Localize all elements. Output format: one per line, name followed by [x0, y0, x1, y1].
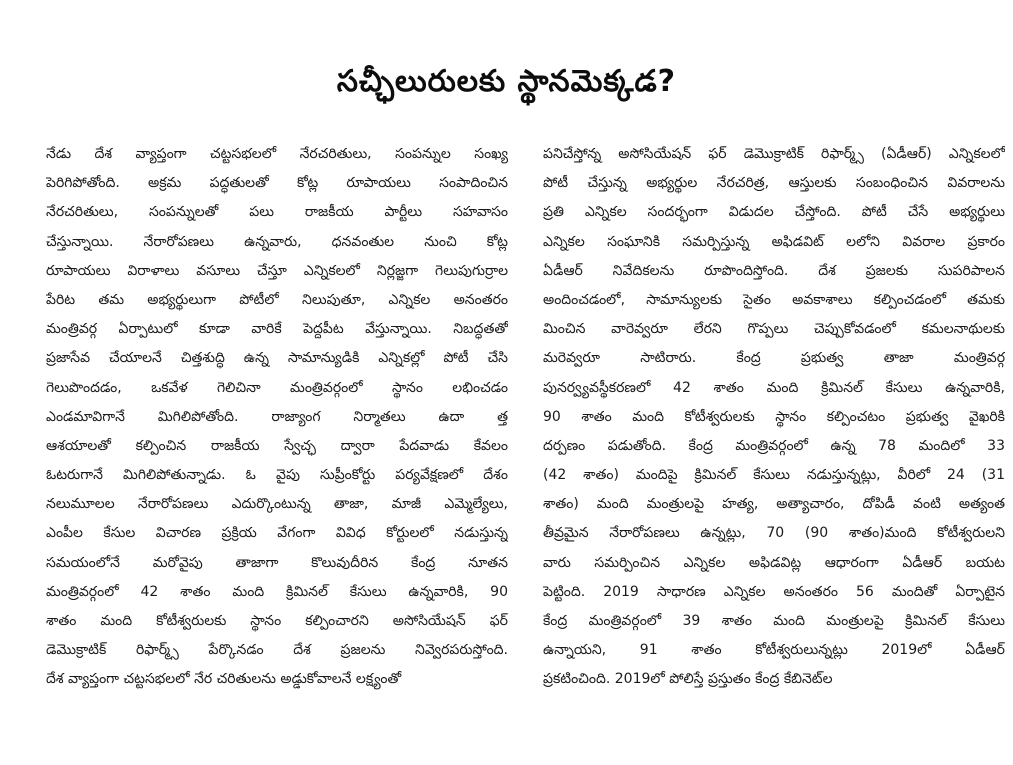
article-line: ఎన్నికల సంఘానికి సమర్పిస్తున్న అఫిడవిట్ లలోని వివరాల ప్రకారం	[543, 233, 1005, 250]
article-line: పెట్టింది. 2019 సాధారణ ఎన్నికల అనంతరం 56 మందితో ఏర్పాటైన	[543, 583, 1005, 600]
article-line: ఎండమావిగానే మిగిలిపోతోంది. రాజ్యాంగ నిర్మాతలు ఉదా త్త	[46, 408, 508, 425]
article-line: పోటీ చేస్తున్న అభ్యర్థుల నేరచరిత్ర, ఆస్తులకు సంబంధించిన వివరాలను	[543, 175, 1005, 192]
article-line: ఉన్నాయని, 91 శాతం కోటీశ్వరులున్నట్లు 2019లో ఏడీఆర్	[543, 642, 1005, 659]
article-line: నలుమూలల నేరారోపణలు ఎదుర్కొంటున్న తాజా, మాజీ ఎమ్మెల్యేలు,	[46, 496, 508, 513]
article-line: గెలుపొందడం, ఒకవేళ గెలిచినా మంత్రివర్గంలో స్థానం లభించడం	[46, 379, 508, 396]
article-line: దేశ వ్యాప్తంగా చట్టసభలలో నేర చరితులను అడ్డుకోవాలనే లక్ష్యంతో	[46, 671, 402, 688]
article-line: (42 శాతం) మందిపై క్రిమినల్ కేసులు నడుస్తున్నట్లు, వీరిలో 24 (31	[543, 467, 1005, 484]
article-line: ప్రజాసేవ చేయాలనే చిత్తశుద్ధి ఉన్న సామాన్యుడికి ఎన్నికల్లో పోటీ చేసి	[46, 350, 508, 367]
article-line: మించిన వారెవ్వరూ లేరని గొప్పలు చెప్పుకోవడంలో కమలనాథులకు	[543, 321, 1005, 338]
article-line: మంత్రివర్గంలో 42 శాతం మంది క్రిమినల్ కేసులు ఉన్నవారికి, 90	[46, 583, 508, 600]
article-line: రూపాయలు విరాళాలు వసూలు చేస్తూ ఎన్నికలలో నిర్లజ్జగా గెలుపుగుర్రాల	[46, 262, 508, 279]
article-line: ప్రకటించింది. 2019లో పోలిస్తే ప్రస్తుతం కేంద్ర కేబినెట్‌ల	[543, 671, 833, 688]
article-line: సమయంలోనే మరోవైపు తాజాగా కొలువుదీరిన కేంద్ర నూతన	[46, 554, 508, 571]
article-line: నేరచరితులు, సంపన్నులతో పలు రాజకీయ పార్టీలు సహవాసం	[46, 204, 508, 221]
headline: సచ్ఛీలురులకు స్థానమెక్కడ?	[336, 64, 677, 100]
article-line: పేరిట తమ అభ్యర్థులుగా పోటీలో నిలుపుతూ, ఎన్నికల అనంతరం	[46, 291, 508, 308]
article-column-right	[543, 140, 1005, 695]
article-line: శాతం) మంది మంత్రులపై హత్య, అత్యాచారం, దోపిడీ వంటి అత్యంత	[543, 496, 1005, 513]
article-line: ఆశయాలతో కల్పించిన రాజకీయ స్వేచ్ఛ ద్వారా పేదవాడు కేవలం	[46, 437, 508, 454]
article-line: మరెవ్వరూ సాటిరారు. కేంద్ర ప్రభుత్వ తాజా మంత్రివర్గ	[543, 350, 1005, 367]
article-line: నేడు దేశ వ్యాప్తంగా చట్టసభలలో నేరచరితులు, సంపన్నుల సంఖ్య	[46, 146, 508, 162]
article-column-left	[46, 140, 508, 695]
article-line: వారు సమర్పించిన ఎన్నికల అఫిడవిట్ల ఆధారంగా ఏడీఆర్ బయట	[543, 554, 1005, 571]
article-line: కేంద్ర మంత్రివర్గంలో 39 శాతం మంది మంత్రులపై క్రిమినల్ కేసులు	[543, 613, 1005, 629]
article-line: మంత్రివర్గ ఏర్పాటులో కూడా వారికే పెద్దపీట వేస్తున్నాయి. నిబద్ధతతో	[46, 321, 508, 338]
article-line: శాతం మంది కోటీశ్వరులకు స్థానం కల్పించారని అసోసియేషన్ ఫర్	[46, 613, 508, 629]
article-line: 90 శాతం మంది కోటీశ్వరులకు స్థానం కల్పించటం ప్రభుత్వ వైఖరికి	[543, 408, 1005, 425]
article-line: అందించడంలో, సామాన్యులకు సైతం అవకాశాలు కల్పించడంలో తమకు	[543, 291, 1005, 308]
article-line: ఓటరుగానే మిగిలిపోతున్నాడు. ఓ వైపు సుప్రీంకోర్టు పర్యవేక్షణలో దేశం	[46, 467, 508, 484]
article-line: పనిచేస్తోన్న అసోసియేషన్ ఫర్ డెమొక్రాటిక్ రిఫార్మ్స్ (ఏడీఆర్) ఎన్నికలలో	[543, 146, 1005, 162]
article-line: తీవ్రమైన నేరారోపణలు ఉన్నట్లు, 70 (90 శాతం)మంది కోటీశ్వరులని	[543, 525, 1005, 542]
article-line: పునర్వ్యవస్థీకరణలో 42 శాతం మంది క్రిమినల్ కేసులు ఉన్నవారికి,	[543, 379, 1005, 396]
article-line: చేస్తున్నాయి. నేరారోపణలు ఉన్నవారు, ధనవంతుల నుంచి కోట్ల	[46, 233, 508, 250]
article-line: ఏడీఆర్ నివేదికలను రూపొందిస్తోంది. దేశ ప్రజలకు సుపరిపాలన	[543, 262, 1005, 279]
article-line: డెమొక్రాటిక్ రిఫార్మ్స్ పేర్కొనడం దేశ ప్రజలను నివ్వెరపరుస్తోంది.	[46, 642, 508, 659]
article-line: దర్పణం పడుతోంది. కేంద్ర మంత్రివర్గంలో ఉన్న 78 మందిలో 33	[543, 437, 1005, 454]
article-line: పెరిగిపోతోంది. అక్రమ పద్ధతులతో కోట్ల రూపాయలు సంపాదించిన	[46, 175, 508, 192]
article-line: ప్రతి ఎన్నికల సందర్భంగా విడుదల చేస్తోంది. పోటీ చేసే అభ్యర్థులు	[543, 204, 1005, 221]
article-line: ఎంపీల కేసుల విచారణ ప్రక్రియ వేగంగా వివిధ కోర్టులలో నడుస్తున్న	[46, 525, 508, 542]
